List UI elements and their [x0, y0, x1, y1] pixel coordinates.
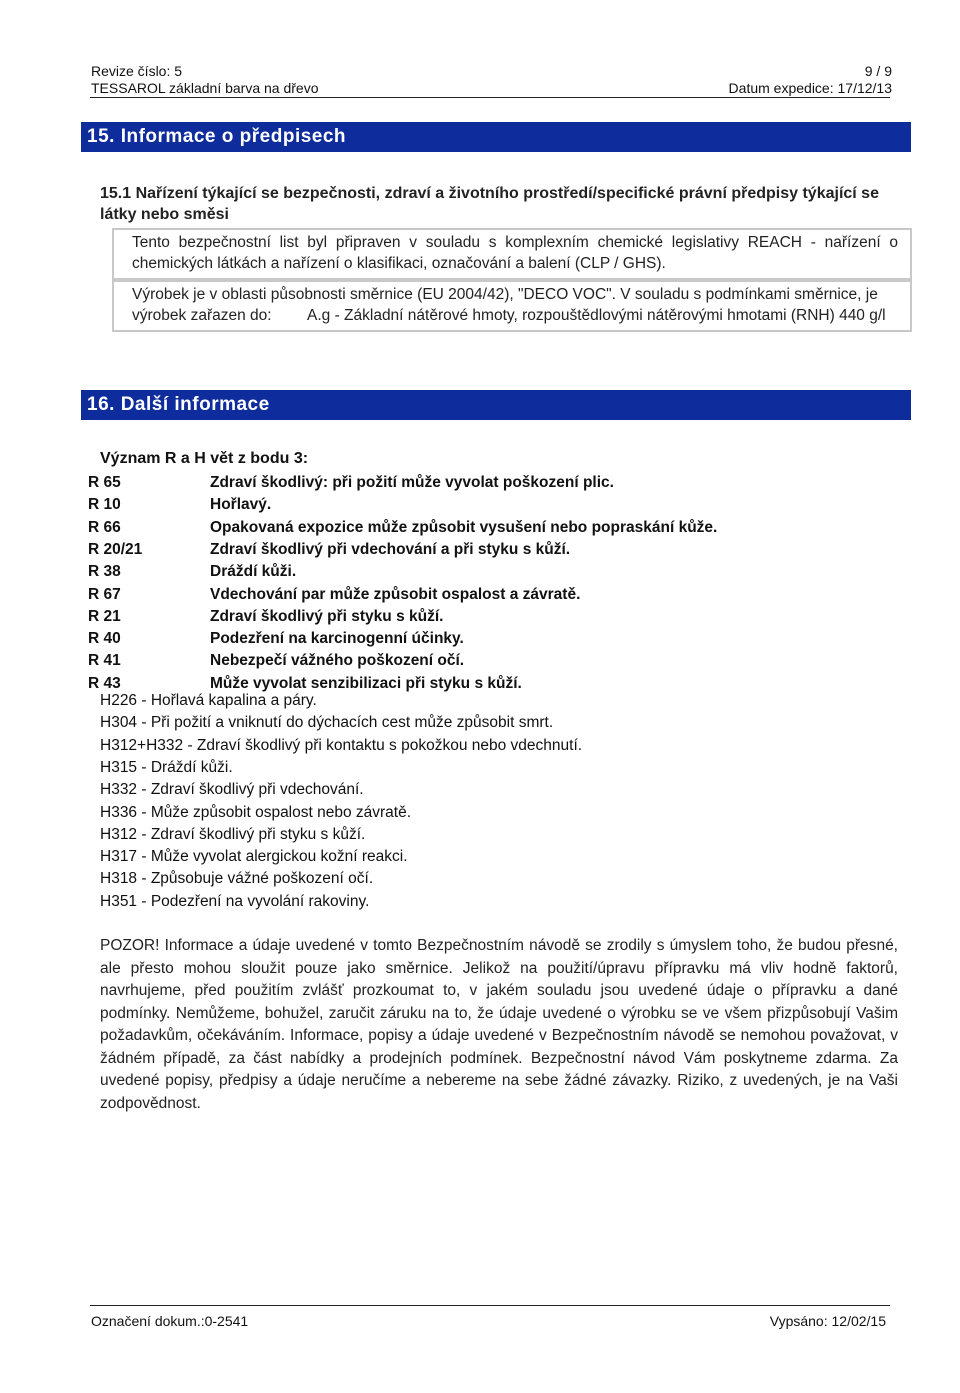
h-phrase: H312+H332 - Zdraví škodlivý při kontaktu s pokožkou nebo vdechnutí. — [100, 736, 583, 754]
voc-category-label: výrobek zařazen do: — [132, 307, 272, 324]
voc-info-line1: Výrobek je v oblasti působnosti směrnice (EU 2004/42), "DECO VOC". V souladu s podmínkami směrnice, je — [132, 286, 878, 303]
r-phrase-code: R 40 — [88, 630, 121, 648]
r-phrase-text: Hořlavý. — [210, 496, 272, 514]
r-phrase-code: R 43 — [88, 674, 121, 692]
r-h-phrases-title: Význam R a H vět z bodu 3: — [100, 450, 309, 467]
r-phrase-text: Vdechování par může způsobit ospalost a závratě. — [210, 585, 581, 603]
h-phrase: H304 - Při požití a vniknutí do dýchacích cest může způsobit smrt. — [100, 714, 554, 732]
disclaimer-paragraph: POZOR! Informace a údaje uvedené v tomto Bezpečnostním návodě se zrodily s úmyslem toho, že budou přesné, ale přesto mohou sloužit pouze jako směrnice. Jelikož na použití/úpravu přípravku má vliv hodně faktorů, navrhujeme, před použitím zvlášť prozkoumat to, v jakém souladu jsou uvedené údaje o přípravku a dané podmínky. Nemůžeme, bohužel, zaručit záruku na to, že údaje uvedené o výrobku se ve všem přizpůsobují Vašim požadavkům, očekáváním. Informace, popisy a údaje uvedené v Bezpečnostním návodě se nemohou považovat, v žádném případě, za část nabídky a prodejních podmínek. Bezpečnostní návod Vám poskytneme zdarma. Za uvedené popisy, předpisy a údaje neručíme a nebereme na sebe žádné závazky. Riziko, z uvedených, je na Vaši zodpovědnost. — [100, 937, 898, 1112]
r-phrase-text: Dráždí kůži. — [210, 563, 297, 581]
h-phrase: H318 - Způsobuje vážné poškození očí. — [100, 870, 374, 888]
r-phrase-code: R 10 — [88, 496, 121, 514]
r-phrase-code: R 65 — [88, 474, 121, 491]
r-phrase-code: R 67 — [88, 585, 121, 603]
h-phrase: H317 - Může vyvolat alergickou kožní reakci. — [100, 848, 408, 866]
r-phrase-text: Opakovaná expozice může způsobit vysušení nebo popraskání kůže. — [210, 518, 718, 536]
r-phrase-text: Zdraví škodlivý při vdechování a při styku s kůží. — [210, 540, 571, 558]
footer-rule — [90, 1305, 890, 1306]
r-phrase-code: R 66 — [88, 518, 121, 536]
r-phrase-code: R 41 — [88, 652, 121, 670]
section-15-1-subtitle: 15.1 Nařízení týkající se bezpečnosti, zdraví a životního prostředí/specifické právní předpisy týkající se látky nebo směsi — [100, 185, 879, 223]
r-phrase-text: Zdraví škodlivý: při požití může vyvolat poškození plic. — [210, 474, 614, 491]
r-phrase-text: Nebezpečí vážného poškození očí. — [210, 652, 465, 670]
h-phrase: H351 - Podezření na vyvolání rakoviny. — [100, 892, 370, 910]
h-phrase: H315 - Dráždí kůži. — [100, 758, 233, 776]
r-phrase-text: Podezření na karcinogenní účinky. — [210, 630, 464, 648]
reach-info-box — [112, 228, 912, 280]
h-phrase: H226 - Hořlavá kapalina a páry. — [100, 692, 317, 709]
h-phrase: H336 - Může způsobit ospalost nebo závratě. — [100, 803, 412, 821]
voc-info-box — [112, 280, 912, 332]
written-date: Vypsáno: 12/02/15 — [769, 1313, 886, 1329]
reach-info-text: Tento bezpečnostní list byl připraven v souladu s komplexním chemické legislativy REACH - nařízení o chemických látkách a nařízení o klasifikaci, označování a balení (CLP / GHS). — [132, 234, 898, 272]
revision-number: Revize číslo: 5 — [91, 63, 183, 79]
header-rule — [90, 97, 890, 98]
voc-category-value: A.g - Základní nátěrové hmoty, rozpouštědlovými nátěrovými hmotami (RNH) 440 g/l — [307, 307, 886, 324]
voc-info-line2 — [132, 305, 898, 326]
r-phrase-code: R 20/21 — [88, 540, 143, 558]
section-16-title: 16. Další informace — [81, 390, 911, 420]
product-name: TESSAROL základní barva na dřevo — [91, 80, 319, 96]
expedition-date: Datum expedice: 17/12/13 — [728, 80, 892, 96]
r-phrase-code: R 21 — [88, 607, 121, 625]
document-id: Označení dokum.:0-2541 — [91, 1313, 249, 1329]
page-number: 9 / 9 — [864, 63, 892, 79]
section-15-title: 15. Informace o předpisech — [81, 122, 911, 152]
r-phrase-code: R 38 — [88, 563, 121, 581]
r-phrase-text: Může vyvolat senzibilizaci při styku s kůží. — [210, 674, 522, 692]
r-phrase-text: Zdraví škodlivý při styku s kůží. — [210, 607, 444, 625]
h-phrase: H332 - Zdraví škodlivý při vdechování. — [100, 781, 364, 799]
h-phrase: H312 - Zdraví škodlivý při styku s kůží. — [100, 825, 366, 843]
